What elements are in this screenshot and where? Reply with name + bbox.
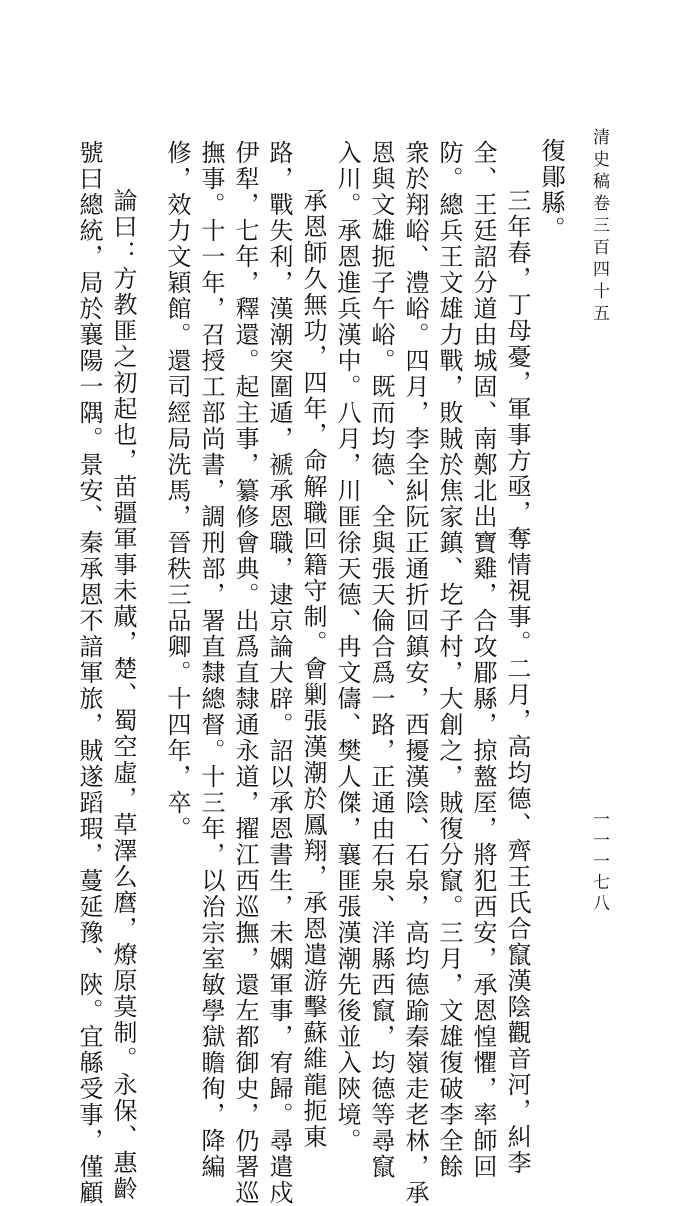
text-column-9: 路，戰失利，漢潮突圍遁，褫承恩職，逮京論大辟。詔以承恩書生，未嫻軍事，宥歸。尋遣戍	[265, 140, 293, 1206]
text-column-3: 全、王廷詔分道由城固、南鄭北出寶雞，合攻郿縣，掠盩厔，將犯西安，承恩惶懼，率師回	[469, 140, 497, 1180]
text-column-4: 防。總兵王文雄力戰，敗賊於焦家鎮、圪子村，大創之，賊復分竄。三月，文雄復破李全餘	[435, 140, 463, 1180]
page-number: 一一一七八	[589, 810, 609, 915]
text-column-14: 號曰總統，局於襄陽一隅。景安、秦承恩不諳軍旅，賊遂蹈瑕，蔓延豫、陝。宜緜受事，僅顧	[75, 140, 103, 1206]
text-column-12: 修，效力文穎館。還司經局洗馬，晉秩三品卿。十四年，卒。	[163, 140, 191, 842]
text-column-11: 撫事。十一年，召授工部尚書，調刑部，署直隸總督。十三年，以治宗室敏學獄瞻徇，降編	[197, 140, 225, 1180]
text-column-10: 伊犁，七年，釋還。起主事，纂修會典。出爲直隸通永道，擢江西巡撫，還左都御史，仍署巡	[231, 140, 259, 1206]
text-column-5: 衆於翔峪、澧峪。四月，李全糾阮正通折回鎮安，西擾漢陰、石泉，高均德踰秦嶺走老林，承	[401, 140, 429, 1206]
text-column-8: 承恩師久無功，四年，命解職回籍守制。會剿張漢潮於鳳翔，承恩遣游擊蘇維龍扼東	[299, 188, 327, 1150]
text-column-7: 入川。承恩進兵漢中。八月，川匪徐天德、冉文儔、樊人傑，襄匪張漢潮先後並入陝境。	[333, 140, 361, 1154]
text-column-6: 恩與文雄扼子午峪。既而均德、全與張天倫合爲一路，正通由石泉、洋縣西竄，均德等尋竄	[367, 140, 395, 1180]
text-column-1: 復鄖縣。	[537, 138, 565, 242]
text-column-2: 三年春，丁母憂，軍事方亟，奪情視事。二月，高均德、齊王氏合竄漢陰觀音河，糾李	[503, 188, 531, 1176]
running-header-title: 清史稿卷三百四十五	[589, 128, 609, 326]
text-column-13: 論曰：方教匪之初起也，苗疆軍事未蕆，楚、蜀空虛，草澤么麿，燎原莫制。永保、惠齡	[109, 188, 137, 1202]
